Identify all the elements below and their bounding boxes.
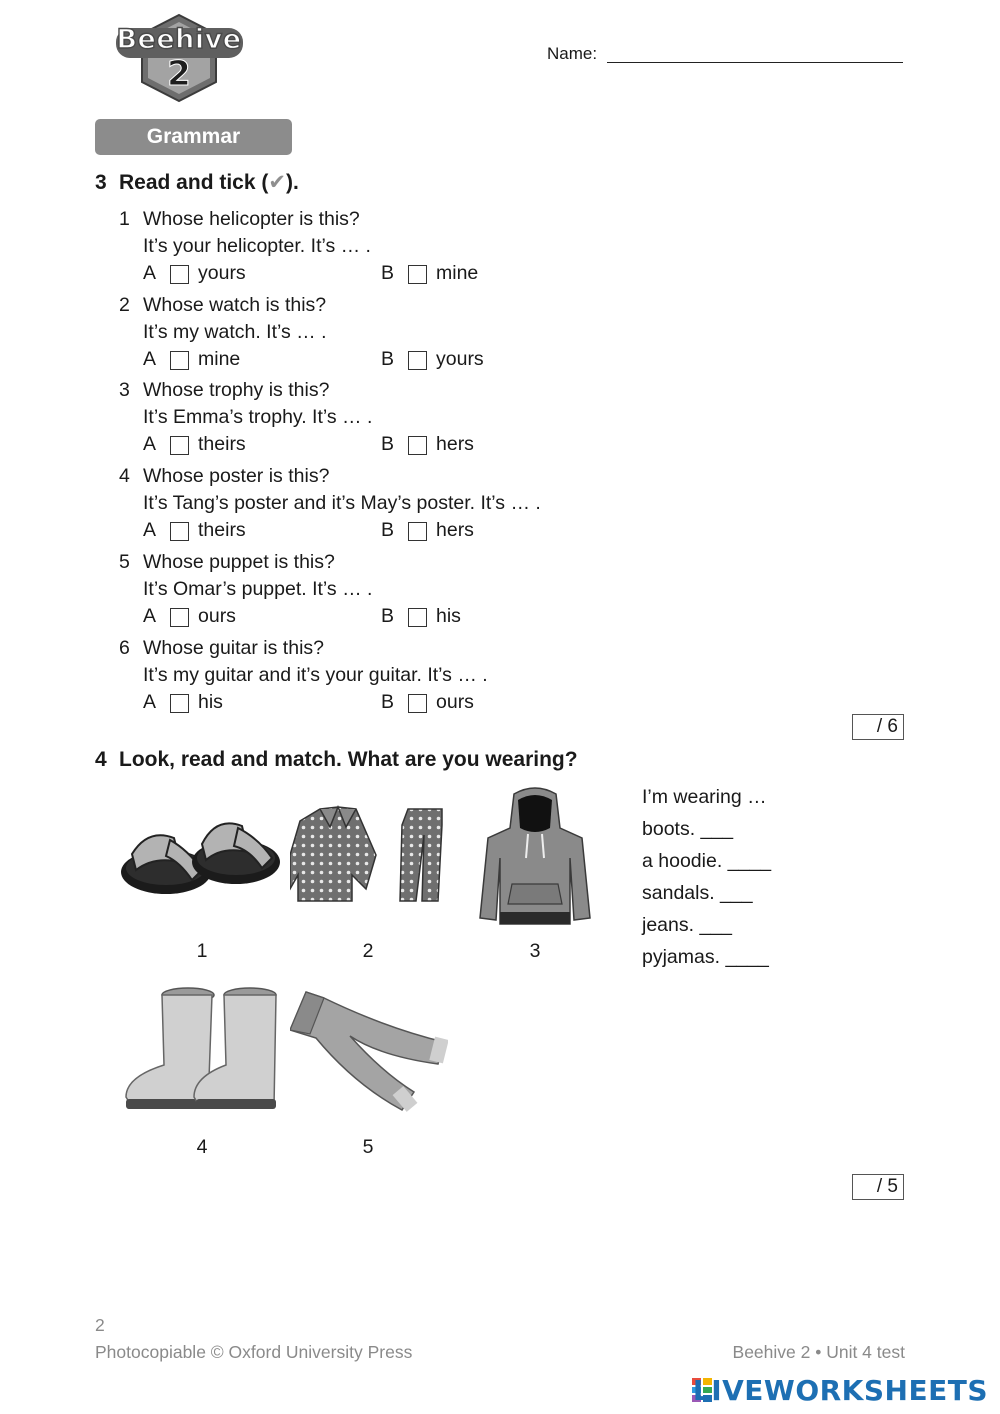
option-b-text: mine: [436, 262, 479, 284]
picture-number: 5: [362, 1136, 374, 1158]
item-number: 3: [119, 379, 130, 401]
option-b-checkbox[interactable]: [408, 265, 427, 284]
option-b-text: hers: [436, 519, 474, 541]
boots-icon: [122, 985, 282, 1115]
pyjamas-icon: [290, 805, 450, 905]
option-a-checkbox[interactable]: [170, 694, 189, 713]
option-b-letter: B: [381, 519, 395, 541]
item-statement: It’s Emma’s trophy. It’s … .: [143, 406, 373, 428]
exercise-3-title: [95, 170, 299, 195]
exercise-3-score-box[interactable]: / 6: [852, 714, 904, 740]
item-statement: It’s your helicopter. It’s … .: [143, 235, 371, 257]
exercise-3-title-text: Read and tick (: [119, 171, 269, 194]
option-b-text: hers: [436, 433, 474, 455]
item-question: Whose helicopter is this?: [143, 208, 360, 230]
option-a-letter: A: [143, 519, 157, 541]
option-b-checkbox[interactable]: [408, 522, 427, 541]
logo-number: 2: [167, 54, 191, 94]
item-question: Whose trophy is this?: [143, 379, 330, 401]
word-list-intro: I’m wearing …: [642, 786, 767, 808]
name-input-line[interactable]: [607, 62, 903, 63]
page-number: 2: [95, 1315, 105, 1335]
option-a-text: mine: [198, 348, 241, 370]
option-a-letter: A: [143, 348, 157, 370]
section-banner-label: Grammar: [146, 125, 241, 148]
option-a-text: ours: [198, 605, 236, 627]
option-b-text: his: [436, 605, 461, 627]
item-number: 2: [119, 294, 130, 316]
option-a-letter: A: [143, 605, 157, 627]
exercise-3-title-end: ).: [285, 171, 299, 194]
name-label: Name:: [547, 44, 598, 63]
option-a-checkbox[interactable]: [170, 522, 189, 541]
option-b-text: yours: [436, 348, 484, 370]
sandals-icon: [118, 810, 288, 905]
item-statement: It’s my guitar and it’s your guitar. It’s … .: [143, 664, 488, 686]
option-a-letter: A: [143, 433, 157, 455]
liveworksheets-watermark: LIVEWORKSHEETS: [692, 1374, 988, 1407]
picture-number: 4: [196, 1136, 208, 1158]
item-statement: It’s my watch. It’s … .: [143, 321, 327, 343]
option-a-checkbox[interactable]: [170, 436, 189, 455]
exercise-number: 3: [95, 171, 107, 194]
tick-icon: ✔: [268, 171, 286, 194]
copyright: Photocopiable © Oxford University Press: [95, 1342, 413, 1362]
exercise-4-title: [95, 748, 578, 772]
option-b-letter: B: [381, 605, 395, 627]
word-option-boots[interactable]: boots. ___: [642, 818, 734, 840]
option-b-letter: B: [381, 691, 395, 713]
item-question: Whose guitar is this?: [143, 637, 324, 659]
item-question: Whose puppet is this?: [143, 551, 335, 573]
hoodie-icon: [478, 786, 593, 928]
logo-word: Beehive: [116, 24, 242, 55]
option-a-text: theirs: [198, 519, 246, 541]
option-b-checkbox[interactable]: [408, 694, 427, 713]
option-a-text: theirs: [198, 433, 246, 455]
option-b-letter: B: [381, 262, 395, 284]
unit-label: Beehive 2 • Unit 4 test: [732, 1342, 905, 1362]
exercise-4-score-box[interactable]: / 5: [852, 1174, 904, 1200]
picture-number: 1: [196, 940, 208, 962]
option-a-checkbox[interactable]: [170, 608, 189, 627]
picture-number: 3: [529, 940, 541, 962]
option-a-checkbox[interactable]: [170, 265, 189, 284]
item-number: 1: [119, 208, 130, 230]
item-question: Whose watch is this?: [143, 294, 327, 316]
word-option-sandals[interactable]: sandals. ___: [642, 882, 753, 904]
item-question: Whose poster is this?: [143, 465, 330, 487]
option-b-checkbox[interactable]: [408, 608, 427, 627]
option-b-checkbox[interactable]: [408, 436, 427, 455]
jeans-icon: [290, 988, 448, 1113]
exercise-4-title-text: Look, read and match. What are you wearing?: [119, 748, 578, 771]
picture-number: 2: [362, 940, 374, 962]
option-b-checkbox[interactable]: [408, 351, 427, 370]
item-number: 5: [119, 551, 130, 573]
exercise-number: 4: [95, 748, 107, 771]
option-a-text: yours: [198, 262, 246, 284]
item-statement: It’s Omar’s puppet. It’s … .: [143, 578, 373, 600]
option-a-letter: A: [143, 691, 157, 713]
option-b-text: ours: [436, 691, 474, 713]
option-a-text: his: [198, 691, 223, 713]
option-b-letter: B: [381, 433, 395, 455]
option-a-letter: A: [143, 262, 157, 284]
option-a-checkbox[interactable]: [170, 351, 189, 370]
item-statement: It’s Tang’s poster and it’s May’s poster. It’s … .: [143, 492, 541, 514]
option-b-letter: B: [381, 348, 395, 370]
item-number: 6: [119, 637, 130, 659]
item-number: 4: [119, 465, 130, 487]
word-option-jeans[interactable]: jeans. ___: [642, 914, 732, 936]
word-option-hoodie[interactable]: a hoodie. ____: [642, 850, 772, 872]
word-option-pyjamas[interactable]: pyjamas. ____: [642, 946, 769, 968]
